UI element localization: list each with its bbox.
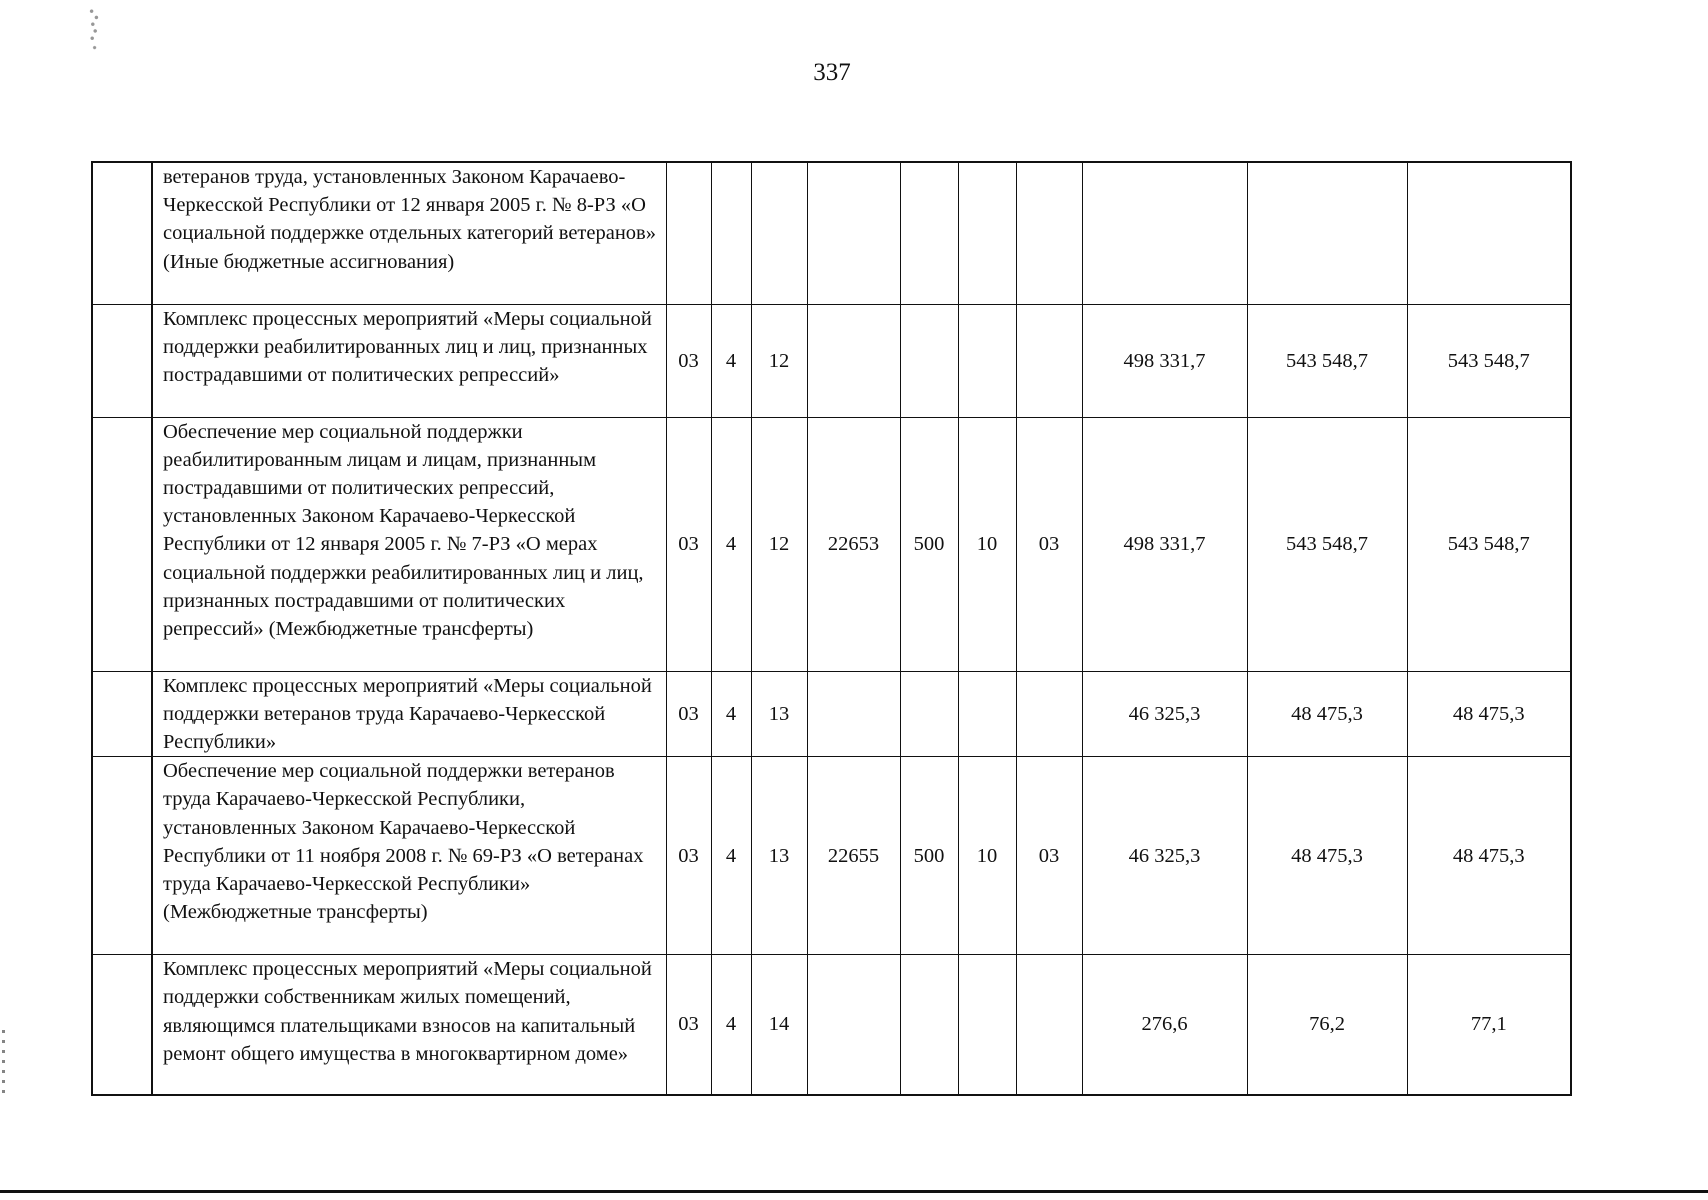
amount-year-3: 543 548,7 [1407,304,1571,417]
code-subsection [1016,304,1082,417]
code-type: 4 [711,955,751,1095]
code-direction [807,955,900,1095]
code-direction [807,671,900,757]
code-subprogram [751,162,807,304]
scan-artifact [88,6,100,58]
table-row [92,757,1571,955]
amount-year-1: 498 331,7 [1082,417,1247,671]
code-section [958,162,1016,304]
code-section [958,955,1016,1095]
amount-year-2: 48 475,3 [1247,671,1407,757]
code-type: 4 [711,671,751,757]
table-row [92,162,1571,304]
row-number-cell [92,955,152,1095]
code-section: 10 [958,757,1016,955]
row-number-cell [92,757,152,955]
row-description: Обеспечение мер социальной поддержки реабилитированным лицам и лицам, признанным пострадавшими от политических репрессий, установленных Законом Карачаево-Черкесской Республики от 12 января 2005 г. № 7-РЗ «О мерах социальной поддержки реабилитированных лиц и лиц, признанных пострадавшими от политических репрессий» (Межбюджетные трансферты) [152,417,666,671]
code-subprogram: 14 [751,955,807,1095]
page-number: 337 [813,59,851,86]
row-description: ветеранов труда, установленных Законом Карачаево-Черкесской Республики от 12 января 2005 г. № 8-РЗ «О социальной поддержке отдельных категорий ветеранов» (Иные бюджетные ассигнования) [152,162,666,304]
code-subprogram: 13 [751,757,807,955]
code-subsection [1016,671,1082,757]
amount-year-3 [1407,162,1571,304]
scan-edge-marks [2,1030,5,1100]
code-subprogram: 13 [751,671,807,757]
row-number-cell [92,417,152,671]
code-type: 4 [711,304,751,417]
amount-year-3: 77,1 [1407,955,1571,1095]
table-body [92,162,1571,1095]
row-description: Обеспечение мер социальной поддержки ветеранов труда Карачаево-Черкесской Республики, установленных Законом Карачаево-Черкесской Республики от 11 ноября 2008 г. № 69-РЗ «О ветеранах труда Карачаево-Черкесской Республики» (Межбюджетные трансферты) [152,757,666,955]
code-section: 10 [958,417,1016,671]
amount-year-1: 46 325,3 [1082,671,1247,757]
code-subsection [1016,162,1082,304]
code-section [958,304,1016,417]
amount-year-1: 498 331,7 [1082,304,1247,417]
code-subsection [1016,955,1082,1095]
code-section [958,671,1016,757]
code-expense-type: 500 [900,417,958,671]
code-subprogram: 12 [751,304,807,417]
code-direction: 22655 [807,757,900,955]
amount-year-2 [1247,162,1407,304]
code-program: 03 [666,955,711,1095]
amount-year-2: 543 548,7 [1247,304,1407,417]
amount-year-1 [1082,162,1247,304]
code-subsection: 03 [1016,417,1082,671]
code-expense-type [900,304,958,417]
row-description: Комплекс процессных мероприятий «Меры социальной поддержки реабилитированных лиц и лиц, признанных пострадавшими от политических репрессий» [152,304,666,417]
code-subprogram: 12 [751,417,807,671]
row-description: Комплекс процессных мероприятий «Меры социальной поддержки ветеранов труда Карачаево-Черкесской Республики» [152,671,666,757]
amount-year-1: 46 325,3 [1082,757,1247,955]
table-row [92,955,1571,1095]
amount-year-2: 543 548,7 [1247,417,1407,671]
table-row [92,417,1571,671]
code-direction [807,162,900,304]
code-expense-type [900,162,958,304]
page-bottom-edge [0,1190,1708,1193]
code-expense-type [900,671,958,757]
row-number-cell [92,162,152,304]
code-direction: 22653 [807,417,900,671]
amount-year-1: 276,6 [1082,955,1247,1095]
code-expense-type: 500 [900,757,958,955]
row-number-cell [92,304,152,417]
code-type: 4 [711,417,751,671]
amount-year-2: 48 475,3 [1247,757,1407,955]
code-program [666,162,711,304]
amount-year-3: 48 475,3 [1407,671,1571,757]
code-subsection: 03 [1016,757,1082,955]
code-expense-type [900,955,958,1095]
code-program: 03 [666,417,711,671]
code-program: 03 [666,304,711,417]
amount-year-3: 48 475,3 [1407,757,1571,955]
row-description: Комплекс процессных мероприятий «Меры социальной поддержки собственникам жилых помещений, являющимся плательщиками взносов на капитальный ремонт общего имущества в многоквартирном доме» [152,955,666,1095]
table-row [92,671,1571,757]
code-type [711,162,751,304]
table-row [92,304,1571,417]
amount-year-3: 543 548,7 [1407,417,1571,671]
code-type: 4 [711,757,751,955]
code-program: 03 [666,671,711,757]
code-direction [807,304,900,417]
code-program: 03 [666,757,711,955]
budget-table [91,161,1572,1096]
row-number-cell [92,671,152,757]
amount-year-2: 76,2 [1247,955,1407,1095]
